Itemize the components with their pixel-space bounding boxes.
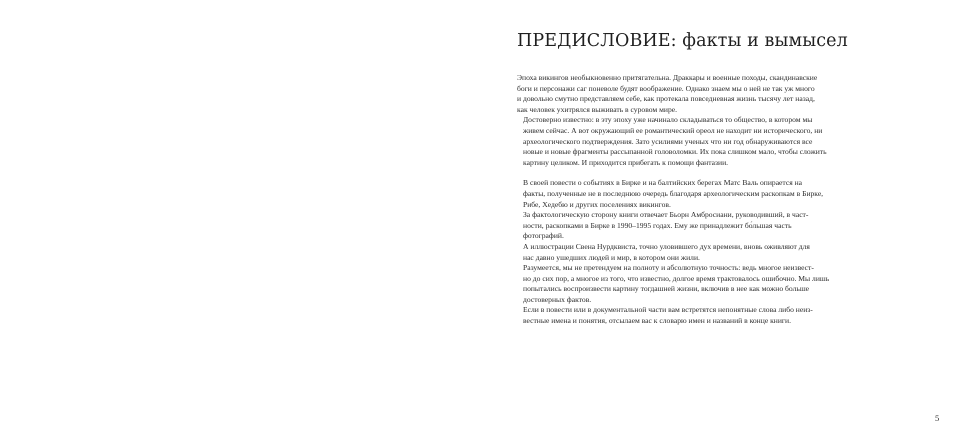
text-line: Эпоха викингов необыкновенно притягательна. Драккары и военные походы, скандинавские bbox=[517, 73, 818, 82]
text-line: фотографий. bbox=[523, 231, 564, 241]
text-line: В своей повести о событиях в Бирке и на балтийских берегах Матс Валь опирается на bbox=[523, 178, 803, 188]
paragraph-1 bbox=[517, 73, 847, 115]
text-line: археологического подтверждения. Зато усилиями ученых что ни год обнаруживаются все bbox=[523, 136, 813, 146]
text-line: новые и новые фрагменты рассыпанной головоломки. Их пока слишком мало, чтобы сложить bbox=[523, 147, 827, 157]
page-title: ПРЕДИСЛОВИЕ: факты и вымысел bbox=[517, 31, 848, 51]
text-line: и довольно смутно представляем себе, как протекала повседневная жизнь тысячу лет назад, bbox=[517, 94, 815, 104]
text-line: но до сих пор, а многое из того, что известно, долгое время трактовалось ошибочно. Мы лишь bbox=[523, 273, 830, 283]
text-line: попытались воспроизвести картину тогдашней жизни, включив в нее как можно больше bbox=[523, 284, 810, 294]
text-line: ности, раскопками в Бирке в 1990–1995 годах. Ему же принадлежит бо́льшая часть bbox=[523, 220, 792, 230]
text-line: Если в повести или в документальной части вам встретятся непонятные слова либо неиз- bbox=[523, 305, 813, 315]
paragraph-5 bbox=[517, 242, 847, 263]
text-line: нас давно ушедших людей и мир, в котором они жили. bbox=[523, 252, 700, 262]
paragraph-4 bbox=[517, 210, 847, 242]
text-line: живем сейчас. А вот окружающий ее романтический ореол не находит ни исторического, ни bbox=[523, 125, 823, 135]
text-line: Достоверно известно: в эту эпоху уже начинало складываться то общество, в котором мы bbox=[523, 115, 813, 125]
paragraph-7 bbox=[517, 305, 847, 326]
text-line: За фактологическую сторону книги отвечает Бьорн Амбросиани, руководивший, в част- bbox=[523, 210, 809, 220]
text-line: боги и персонажи саг поневоле будят воображение. Однако знаем мы о ней не так уж много bbox=[517, 83, 815, 93]
preface-body bbox=[517, 73, 847, 327]
paragraph-2 bbox=[517, 115, 847, 168]
text-line: вестные имена и понятия, отсылаем вас к словарю имен и названий в конце книги. bbox=[523, 316, 791, 326]
text-line: достоверных фактов. bbox=[523, 294, 592, 304]
right-page bbox=[480, 0, 960, 443]
text-line: факты, полученные не в последнюю очередь благодаря археологическим раскопкам в Бирке, bbox=[523, 188, 824, 198]
paragraph-3 bbox=[517, 178, 847, 210]
text-line: А иллюстрации Свена Нурдквиста, точно уловившего дух времени, вновь оживляют для bbox=[523, 241, 810, 251]
paragraph-6 bbox=[517, 263, 847, 305]
text-line: Рибе, Хедебю и других поселениях викингов. bbox=[523, 199, 671, 209]
text-line: Разумеется, мы не претендуем на полноту и абсолютную точность: ведь многое неизвест- bbox=[523, 263, 814, 273]
text-line: картину целиком. И приходится прибегать к помощи фантазии. bbox=[523, 157, 729, 167]
text-line: как человек ухитрялся выживать в суровом мире. bbox=[517, 104, 678, 114]
page-number: 5 bbox=[935, 413, 940, 423]
